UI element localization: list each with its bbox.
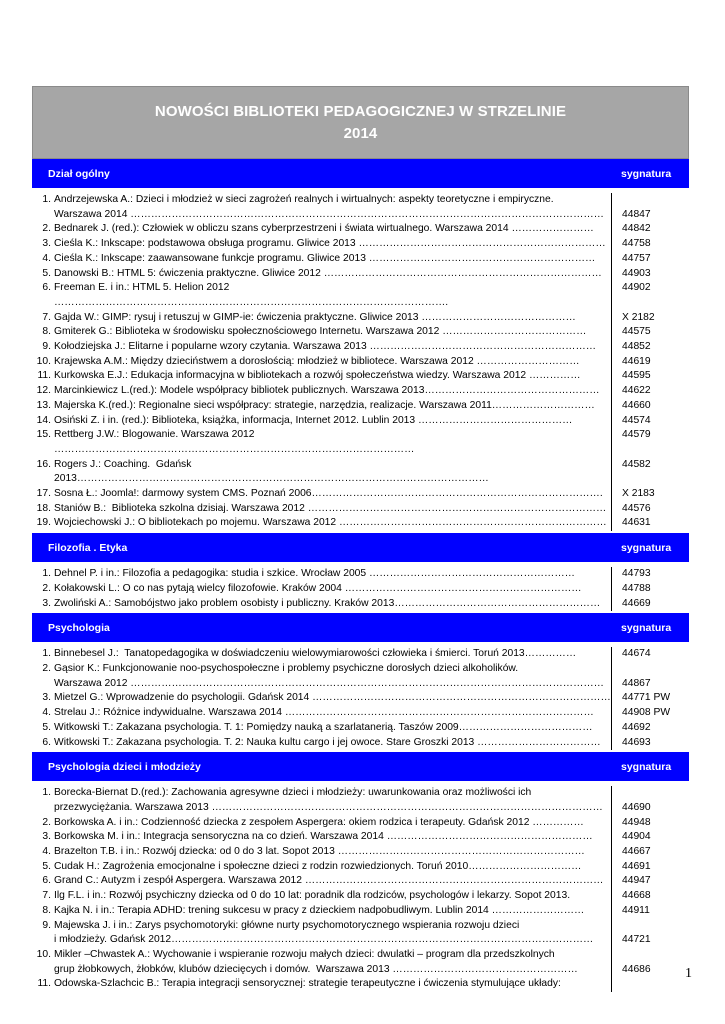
list-item	[32, 222, 689, 237]
item-signature: 44693	[611, 736, 689, 751]
item-citation: Warszawa 2014 …………………………………………………………………………………………………………………………	[54, 208, 604, 220]
list-item	[32, 963, 689, 978]
item-citation: Ilg F.L. i in.: Rozwój psychiczny dziecka od 0 do 10 lat: poradnik dla rodziców, psychologów i lekarzy. Sopot 2013.	[54, 890, 571, 902]
item-citation: Gajda W.: GIMP: rysuj i retuszuj w GIMP-ie: ćwiczenia praktyczne. Gliwice 2013 ………………………………………	[54, 311, 576, 323]
item-number: 9.	[42, 919, 51, 931]
list-item	[32, 502, 689, 517]
item-signature	[611, 948, 689, 963]
list-item	[32, 193, 689, 208]
item-citation: Andrzejewska A.: Dzieci i młodzież w sieci zagrożeń realnych i wirtualnych: aspekty teoretyczne i empiryczne.	[54, 194, 554, 205]
item-signature: 44579	[611, 428, 689, 457]
item-signature: 44904	[611, 830, 689, 845]
page-number: 1	[685, 966, 692, 981]
list-item	[32, 597, 689, 612]
list-item	[32, 369, 689, 384]
entry-list	[32, 193, 689, 531]
item-number: 9.	[42, 341, 51, 353]
item-number: 6.	[42, 282, 51, 294]
list-item	[32, 414, 689, 429]
list-item	[32, 816, 689, 831]
item-number: 11.	[37, 370, 51, 382]
item-citation: Rogers J.: Coaching. Gdańsk 2013…………………………………………………………………………………………………………	[54, 458, 489, 485]
item-citation: Kurkowska E.J.: Edukacja informacyjna w bibliotekach a rozwój społeczeństwa wiedzy. Warszawa 2012 ……………	[54, 370, 581, 382]
document-page	[32, 86, 689, 994]
list-item	[32, 428, 689, 457]
list-item	[32, 647, 689, 662]
list-item	[32, 919, 689, 934]
item-number: 1.	[42, 787, 51, 799]
item-number: 2.	[42, 816, 51, 828]
list-item	[32, 977, 689, 992]
item-number: 11.	[37, 978, 51, 990]
item-signature: 44674	[611, 647, 689, 662]
list-item	[32, 281, 689, 310]
item-number: 1.	[42, 194, 51, 205]
item-citation: Kołodziejska J.: Elitarne i popularne wzory czytania. Warszawa 2013 …………………………………………………………	[54, 341, 597, 353]
section-title: Psychologia	[48, 621, 110, 634]
list-item	[32, 311, 689, 326]
item-number: 3.	[42, 597, 51, 609]
item-signature: 44660	[611, 399, 689, 414]
item-citation: Odowska-Szlachcic B.: Terapia integracji sensorycznej: strategie terapeutyczne i ćwiczenia stymulujące układy:	[54, 978, 561, 990]
list-item	[32, 721, 689, 736]
item-citation: grup żłobkowych, żłobków, klubów dziecięcych i domów. Warszawa 2013 ………………………………………………	[54, 963, 578, 975]
list-item	[32, 325, 689, 340]
item-signature	[611, 977, 689, 992]
list-item	[32, 889, 689, 904]
item-citation: Dehnel P. i in.: Filozofia a pedagogika: studia i szkice. Wrocław 2005 ……………………………………………………	[54, 568, 575, 580]
item-signature	[611, 662, 689, 677]
item-number: 3.	[42, 692, 51, 704]
section-header	[32, 159, 689, 188]
item-signature	[611, 193, 689, 208]
item-citation: Wojciechowski J.: O bibliotekach po mojemu. Warszawa 2012 ……………………………………………………………………	[54, 517, 607, 529]
list-item	[32, 384, 689, 399]
section-title: Dział ogólny	[48, 167, 110, 180]
list-item	[32, 567, 689, 582]
item-citation: Borkowska M. i in.: Integracja sensoryczna na co dzień. Warszawa 2014 ……………………………………………………	[54, 831, 593, 843]
item-signature: X 2183	[611, 487, 689, 502]
item-number: 17.	[36, 488, 51, 500]
header-title: NOWOŚCI BIBLIOTEKI PEDAGOGICZNEJ W STRZELINIE	[154, 102, 567, 120]
entry-list	[32, 786, 689, 992]
item-number: 7.	[42, 311, 51, 323]
entry-list	[32, 647, 689, 750]
section-title: Psychologia dzieci i młodzieży	[48, 760, 201, 773]
item-citation: Warszawa 2012 …………………………………………………………………………………………………………………………	[54, 677, 604, 689]
item-number: 7.	[42, 890, 51, 902]
item-number: 5.	[42, 267, 51, 279]
item-citation: Krajewska A.M.: Między dzieciństwem a dorosłością: młodzież w bibliotece. Warszawa 2012 …………………………	[54, 355, 580, 367]
item-citation: Cudak H.: Zagrożenia emocjonalne i społeczne dzieci z rodzin rozwiedzionych. Toruń 2010……………………………	[54, 860, 582, 872]
item-citation: Mietzel G.: Wprowadzenie do psychologii. Gdańsk 2014 ……………………………………………………………………………	[54, 692, 611, 704]
item-number: 15.	[36, 429, 51, 441]
list-item	[32, 355, 689, 370]
list-item	[32, 904, 689, 919]
list-item	[32, 830, 689, 845]
item-signature: 44631	[611, 516, 689, 531]
list-item	[32, 948, 689, 963]
item-citation: Marcinkiewicz L.(red.): Modele współpracy bibliotek publicznych. Warszawa 2013……………………………………………	[54, 385, 600, 397]
item-number: 4.	[42, 252, 51, 264]
item-citation: Binnebesel J.: Tanatopedagogika w doświadczeniu wielowymiarowości człowieka i śmierci. Toruń 2013……………	[54, 648, 577, 660]
item-citation: Majerska K.(red.): Regionalne sieci współpracy: strategie, narzędzia, realizacje. Warszawa 2011…………………………	[54, 399, 595, 411]
item-citation: Freeman E. i in.: HTML 5. Helion 2012 …………………………………………………………………………………………………….	[54, 282, 449, 308]
signature-column-label: sygnatura	[621, 541, 672, 554]
document-header	[32, 86, 689, 159]
signature-column-label: sygnatura	[621, 760, 672, 773]
item-signature	[611, 786, 689, 801]
section-title: Filozofia . Etyka	[48, 541, 128, 554]
item-signature: 44948	[611, 816, 689, 831]
item-signature: 44692	[611, 721, 689, 736]
list-item	[32, 458, 689, 487]
item-signature: 44668	[611, 889, 689, 904]
item-signature: 44757	[611, 252, 689, 267]
item-signature: 44576	[611, 502, 689, 517]
item-number: 3.	[42, 238, 51, 250]
list-item	[32, 267, 689, 282]
item-signature: 44908 PW	[611, 706, 689, 721]
list-item	[32, 208, 689, 223]
list-item	[32, 691, 689, 706]
list-item	[32, 237, 689, 252]
item-signature	[611, 919, 689, 934]
item-number: 4.	[42, 846, 51, 858]
item-number: 14.	[36, 414, 51, 426]
item-citation: Grand C.: Autyzm i zespół Aspergera. Warszawa 2012 ……………………………………………………………………………	[54, 875, 604, 887]
list-item	[32, 736, 689, 751]
item-number: 3.	[42, 831, 51, 843]
list-item	[32, 340, 689, 355]
item-number: 12.	[36, 385, 51, 397]
item-signature: 44867	[611, 677, 689, 692]
list-item	[32, 933, 689, 948]
section-header	[32, 613, 689, 642]
item-signature: X 2182	[611, 311, 689, 326]
list-item	[32, 786, 689, 801]
item-citation: Kołakowski L.: O co nas pytają wielcy filozofowie. Kraków 2004 ……………………………………………………………	[54, 582, 582, 594]
item-citation: Borecka-Biernat D.(red.): Zachowania agresywne dzieci i młodzieży: uwarunkowania oraz możliwości ich	[54, 787, 532, 799]
list-item	[32, 706, 689, 721]
item-citation: Borkowska A. i in.: Codzienność dziecka z zespołem Aspergera: okiem rodzica i terapeuty. Gdańsk 2012 ……………	[54, 816, 584, 828]
list-item	[32, 399, 689, 414]
item-signature: 44669	[611, 597, 689, 612]
item-signature: 44771 PW	[611, 691, 689, 706]
section-header	[32, 752, 689, 781]
item-citation: Strelau J.: Różnice indywidualne. Warszawa 2014 ………………………………………………………………………………	[54, 707, 594, 719]
item-citation: Brazelton T.B. i in.: Rozwój dziecka: od 0 do 3 lat. Sopot 2013 ………………………………………………………………	[54, 846, 585, 858]
item-citation: i młodzieży. Gdańsk 2012……………………………………………………………………………………………………………	[54, 934, 594, 946]
item-citation: Staniów B.: Biblioteka szkolna dzisiaj. Warszawa 2012 ……………………………………………………………………………	[54, 502, 607, 514]
item-citation: Gmiterek G.: Biblioteka w środowisku społecznościowego Internetu. Warszawa 2012 ……………………………………	[54, 326, 587, 338]
list-item	[32, 516, 689, 531]
list-item	[32, 801, 689, 816]
list-item	[32, 860, 689, 875]
list-item	[32, 662, 689, 677]
list-item	[32, 252, 689, 267]
entry-list	[32, 567, 689, 611]
item-signature: 44691	[611, 860, 689, 875]
header-year: 2014	[343, 124, 378, 142]
item-signature: 44847	[611, 208, 689, 223]
item-signature: 44667	[611, 845, 689, 860]
list-item	[32, 874, 689, 889]
item-signature: 44911	[611, 904, 689, 919]
item-signature: 44690	[611, 801, 689, 816]
item-citation: Bednarek J. (red.): Człowiek w obliczu szans cyberprzestrzeni i świata wirtualnego. Warszawa 2014 ……………………	[54, 223, 594, 235]
item-signature: 44582	[611, 458, 689, 487]
item-number: 16.	[36, 458, 51, 470]
item-citation: Mikler –Chwastek A.: Wychowanie i wspieranie rozwoju małych dzieci: dwulatki – program dla przedszkolnych	[54, 948, 555, 960]
item-citation: Sosna Ł.: Joomla!: darmowy system CMS. Poznań 2006………………………………………………………………………….	[54, 488, 603, 500]
item-number: 1.	[42, 568, 51, 580]
section-header	[32, 533, 689, 562]
item-number: 2.	[42, 582, 51, 594]
list-item	[32, 677, 689, 692]
item-signature: 44595	[611, 369, 689, 384]
item-citation: Osiński Z. i in. (red.): Biblioteka, książka, informacja, Internet 2012. Lublin 2013 ………………………………………	[54, 414, 573, 426]
item-citation: Danowski B.: HTML 5: ćwiczenia praktyczne. Gliwice 2012 ………………………………………………………………………	[54, 267, 602, 279]
item-signature: 44902	[611, 281, 689, 310]
item-signature: 44758	[611, 237, 689, 252]
item-number: 4.	[42, 707, 51, 719]
list-item	[32, 487, 689, 502]
item-signature: 44721	[611, 933, 689, 948]
sections-container	[32, 159, 689, 992]
item-signature: 44575	[611, 325, 689, 340]
item-citation: Cieśla K.: Inkscape: zaawansowane funkcje programu. Gliwice 2013 …………………………………………………………	[54, 252, 596, 264]
item-signature: 44788	[611, 582, 689, 597]
signature-column-label: sygnatura	[621, 621, 672, 634]
item-number: 2.	[42, 223, 51, 235]
signature-column-label: sygnatura	[621, 167, 672, 180]
item-number: 6.	[42, 875, 51, 887]
item-signature: 44842	[611, 222, 689, 237]
item-signature: 44686	[611, 963, 689, 978]
item-citation: Witkowski T.: Zakazana psychologia. T. 2: Nauka kultu cargo i jej owoce. Stare Groszki 2013 ………………………………	[54, 736, 601, 748]
item-citation: Majewska J. i in.: Zarys psychomotoryki: główne nurty psychomotorycznego wspierania rozwoju dzieci	[54, 919, 520, 931]
item-citation: Kajka N. i in.: Terapia ADHD: trening sukcesu w pracy z dzieckiem nadpobudliwym. Lublin 2014 ………………………	[54, 904, 585, 916]
item-number: 5.	[42, 721, 51, 733]
item-signature: 44903	[611, 267, 689, 282]
item-citation: Cieśla K.: Inkscape: podstawowa obsługa programu. Gliwice 2013 ………………………………………………………………	[54, 238, 606, 250]
item-number: 10.	[36, 355, 51, 367]
item-signature: 44947	[611, 874, 689, 889]
item-number: 5.	[42, 860, 51, 872]
item-number: 2.	[42, 662, 51, 674]
item-signature: 44574	[611, 414, 689, 429]
item-number: 13.	[36, 399, 51, 411]
item-number: 19.	[36, 517, 51, 529]
item-citation: przezwyciężania. Warszawa 2013 ……………………………………………………………………………………………………	[54, 801, 603, 813]
list-item	[32, 845, 689, 860]
item-signature: 44619	[611, 355, 689, 370]
item-number: 10.	[36, 948, 51, 960]
item-citation: Gąsior K.: Funkcjonowanie noo-psychospołeczne i problemy psychiczne dorosłych dzieci alkoholików.	[54, 662, 519, 674]
item-number: 1.	[42, 648, 51, 660]
item-citation: Rettberg J.W.: Blogowanie. Warszawa 2012 ……………………………………………………………………………………………	[54, 429, 415, 455]
item-number: 6.	[42, 736, 51, 748]
item-signature: 44852	[611, 340, 689, 355]
item-number: 18.	[36, 502, 51, 514]
item-citation: Zwoliński A.: Samobójstwo jako problem osobisty i publiczny. Kraków 2013……………………………………………………	[54, 597, 601, 609]
item-signature: 44793	[611, 567, 689, 582]
item-number: 8.	[42, 904, 51, 916]
item-citation: Witkowski T.: Zakazana psychologia. T. 1: Pomiędzy nauką a szarlatanerią. Taszów 2009…………………………………	[54, 721, 593, 733]
item-number: 8.	[42, 326, 51, 338]
item-signature: 44622	[611, 384, 689, 399]
list-item	[32, 582, 689, 597]
